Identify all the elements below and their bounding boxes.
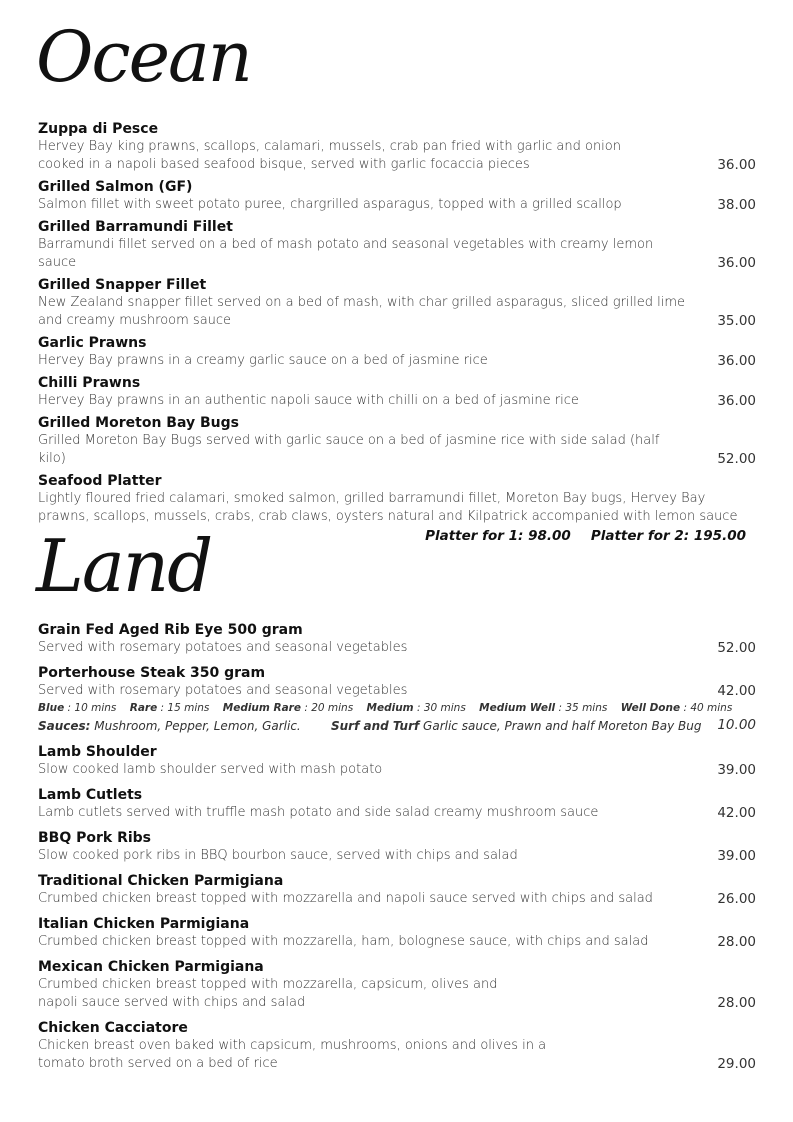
- item-price: 26.00: [717, 891, 756, 907]
- ocean-menu-list: [38, 120, 756, 550]
- item-price: 29.00: [717, 1056, 756, 1072]
- item-name: Lamb Shoulder: [38, 744, 157, 760]
- sauces: Sauces: Mushroom, Pepper, Lemon, Garlic.: [38, 719, 301, 733]
- item-price: 52.00: [717, 451, 756, 467]
- menu-item: [38, 786, 756, 822]
- menu-item: [38, 218, 756, 272]
- item-price: 42.00: [717, 683, 756, 699]
- item-description: Hervey Bay prawns in an authentic napoli sauce with chilli on a bed of jasmine rice: [38, 393, 579, 408]
- item-description: Served with rosemary potatoes and seasonal vegetables: [38, 640, 408, 655]
- item-description: Served with rosemary potatoes and seasonal vegetables: [38, 683, 408, 698]
- cooking-time: Well Done : 40 mins: [620, 702, 733, 714]
- menu-item: [38, 829, 756, 865]
- menu-item: [38, 915, 756, 951]
- cooking-time: Medium : 30 mins: [366, 702, 466, 714]
- item-name: Lamb Cutlets: [38, 787, 143, 803]
- land-menu-list: [38, 621, 756, 1080]
- item-description: Hervey Bay prawns in a creamy garlic sauce on a bed of jasmine rice: [38, 353, 488, 368]
- item-name: BBQ Pork Ribs: [38, 830, 152, 846]
- item-name: Italian Chicken Parmigiana: [38, 916, 250, 932]
- item-name: Chicken Cacciatore: [38, 1020, 188, 1036]
- item-price: 39.00: [717, 848, 756, 864]
- cooking-time: Rare : 15 mins: [129, 702, 210, 714]
- item-name: Traditional Chicken Parmigiana: [38, 873, 284, 889]
- item-name: Seafood Platter: [38, 473, 162, 489]
- item-price: 36.00: [717, 255, 756, 271]
- item-name: Grilled Salmon (GF): [38, 179, 193, 195]
- item-description: Grilled Moreton Bay Bugs served with garlic sauce on a bed of jasmine rice with side salad (half kilo): [38, 433, 660, 466]
- item-name: Grilled Barramundi Fillet: [38, 219, 233, 235]
- surf-and-turf-price: 10.00: [717, 717, 756, 733]
- cooking-time: Medium Rare : 20 mins: [222, 702, 354, 714]
- item-name: Mexican Chicken Parmigiana: [38, 959, 264, 975]
- item-name: Porterhouse Steak 350 gram: [38, 665, 266, 681]
- item-name: Zuppa di Pesce: [38, 121, 159, 137]
- item-description: Crumbed chicken breast topped with mozzarella, ham, bolognese sauce, with chips and salad: [38, 934, 649, 949]
- cooking-times: [38, 700, 756, 716]
- item-name: Grilled Moreton Bay Bugs: [38, 415, 239, 431]
- item-name: Grain Fed Aged Rib Eye 500 gram: [38, 622, 303, 638]
- item-price: 38.00: [717, 197, 756, 213]
- menu-item: [38, 120, 756, 174]
- item-name: Chilli Prawns: [38, 375, 141, 391]
- item-price: 36.00: [717, 157, 756, 173]
- item-description: Lamb cutlets served with truffle mash potato and side salad creamy mushroom sauce: [38, 805, 599, 820]
- menu-item: [38, 958, 756, 1012]
- menu-item: [38, 374, 756, 410]
- menu-item: [38, 276, 756, 330]
- menu-item: [38, 178, 756, 214]
- item-description: Slow cooked pork ribs in BBQ bourbon sauce, served with chips and salad: [38, 848, 518, 863]
- item-price: 28.00: [717, 934, 756, 950]
- cooking-time: Blue : 10 mins: [38, 702, 117, 714]
- item-price: 35.00: [717, 313, 756, 329]
- sauces-line: [38, 716, 756, 736]
- item-description: Slow cooked lamb shoulder served with mash potato: [38, 762, 383, 777]
- item-price: 39.00: [717, 762, 756, 778]
- item-description: Salmon fillet with sweet potato puree, chargrilled asparagus, topped with a grilled scallop: [38, 197, 622, 212]
- menu-item: [38, 621, 756, 657]
- item-price: 28.00: [717, 995, 756, 1011]
- item-description: New Zealand snapper fillet served on a bed of mash, with char grilled asparagus, sliced grilled lime and creamy mushroom sauce: [38, 295, 686, 328]
- land-section-title: Land: [36, 524, 212, 608]
- ocean-section-title: Ocean: [36, 16, 251, 98]
- menu-item: [38, 664, 756, 736]
- menu-item: [38, 414, 756, 468]
- platter-for-2-price: Platter for 2: 195.00: [590, 528, 746, 544]
- item-description: Hervey Bay king prawns, scallops, calamari, mussels, crab pan fried with garlic and onion cooked in a napoli based seafood bisque, served with garlic focaccia pieces: [38, 139, 621, 172]
- item-description: Barramundi fillet served on a bed of mash potato and seasonal vegetables with creamy lemon sauce: [38, 237, 654, 270]
- item-name: Grilled Snapper Fillet: [38, 277, 207, 293]
- item-description: Crumbed chicken breast topped with mozzarella and napoli sauce served with chips and salad: [38, 891, 653, 906]
- item-price: 52.00: [717, 640, 756, 656]
- item-price: 36.00: [717, 393, 756, 409]
- item-description: Lightly floured fried calamari, smoked salmon, grilled barramundi fillet, Moreton Bay bugs, Hervey Bay prawns, scallops, mussels, crabs, crab claws, oysters natural and Kilpatrick accompanied with lemon sauce: [38, 491, 738, 524]
- menu-item: [38, 743, 756, 779]
- item-description: Crumbed chicken breast topped with mozzarella, capsicum, olives and napoli sauce served with chips and salad: [38, 977, 498, 1010]
- item-price: 42.00: [717, 805, 756, 821]
- item-name: Garlic Prawns: [38, 335, 147, 351]
- platter-for-1-price: Platter for 1: 98.00: [425, 528, 571, 544]
- item-price: 36.00: [717, 353, 756, 369]
- surf-and-turf: Surf and Turf Garlic sauce, Prawn and half Moreton Bay Bug: [331, 719, 702, 733]
- menu-item: [38, 334, 756, 370]
- cooking-time: Medium Well : 35 mins: [479, 702, 608, 714]
- menu-item: [38, 872, 756, 908]
- item-description: Chicken breast oven baked with capsicum, mushrooms, onions and olives in a tomato broth served on a bed of rice: [38, 1038, 547, 1071]
- menu-item: [38, 1019, 756, 1073]
